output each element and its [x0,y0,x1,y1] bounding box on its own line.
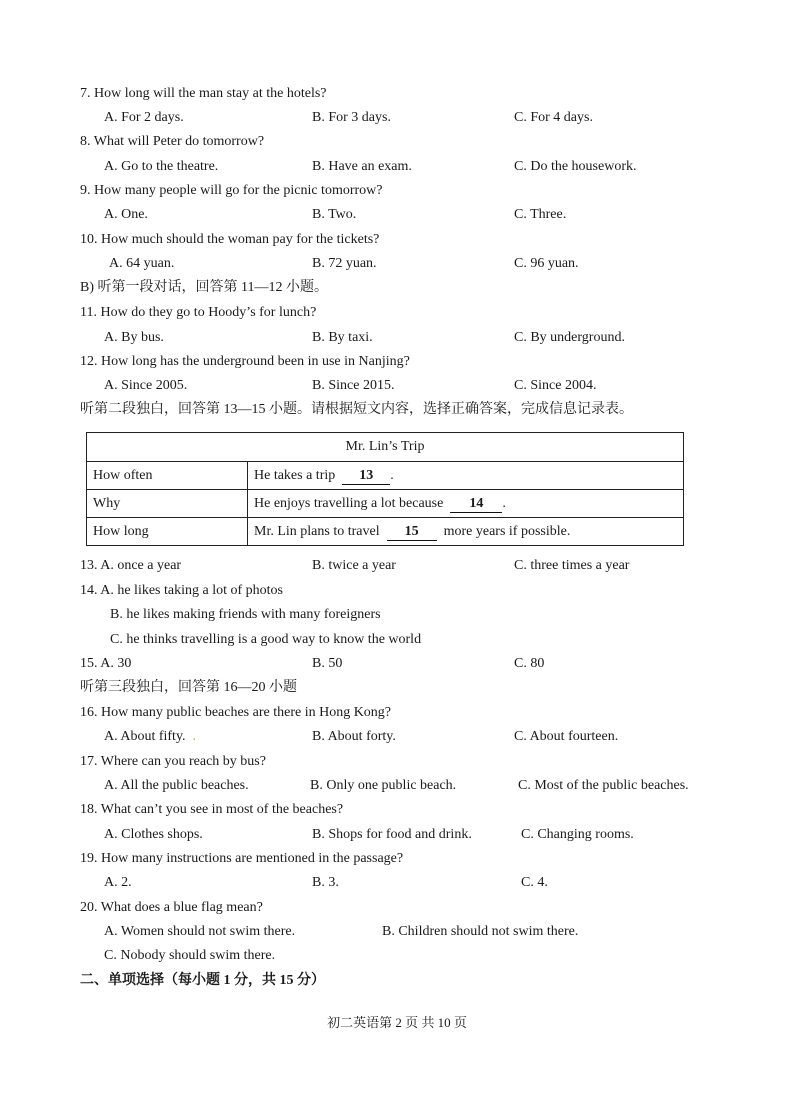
option-c: C. Changing rooms. [521,827,634,842]
option-b: B. Since 2015. [312,378,395,393]
part-2-title: 二、单项选择（每小题 1 分，共 15 分） [80,973,325,988]
table-row [87,461,683,489]
option-b: B. 72 yuan. [312,256,377,271]
option-a: A. 64 yuan. [109,256,175,271]
row-label: How long [87,518,248,546]
question-options [0,157,794,177]
question-option: 14. A. he likes taking a lot of photos [80,583,283,598]
question-stem: 8. What will Peter do tomorrow? [80,134,265,149]
option-b: B. Shops for food and drink. [312,827,472,842]
question-stem: 20. What does a blue flag mean? [80,900,263,915]
blank-13: 13 [342,468,390,485]
row-label: Why [87,490,248,518]
option-a: A. Women should not swim there. [104,924,296,939]
option-b: B. By taxi. [312,330,373,345]
option-c: C. Nobody should swim there. [104,948,276,963]
option-b: B. About forty. [312,729,396,744]
question-options [0,328,794,348]
table-row [87,517,683,545]
option-c: C. three times a year [514,558,630,573]
info-record-table [86,432,684,546]
option-b: B. Children should not swim there. [382,924,579,939]
option-b: B. Two. [312,207,357,222]
section-b-title: B) 听第一段对话，回答第 11—12 小题。 [80,280,328,295]
table-row [87,489,683,517]
question-stem: 7. How long will the man stay at the hotels? [80,86,327,101]
option-a: A. Go to the theatre. [104,159,219,174]
option-b: B. Have an exam. [312,159,412,174]
question-options [0,727,794,747]
option-c: C. 4. [521,875,548,890]
question-options [0,254,794,274]
page-footer: 初二英语第 2 页 共 10 页 [327,1015,467,1030]
option-b: B. twice a year [312,558,396,573]
monologue-2-title: 听第二段独白，回答第 13—15 小题。请根据短文内容，选择正确答案，完成信息记录表。 [80,402,633,417]
question-options [0,825,794,845]
option-b: B. 3. [312,875,339,890]
stray-mark: . [185,729,197,744]
monologue-3-title: 听第三段独白，回答第 16—20 小题 [80,680,297,695]
question-options [0,873,794,893]
question-options [0,376,794,396]
question-stem: 19. How many instructions are mentioned in the passage? [80,851,404,866]
question-option: B. he likes making friends with many foreigners [110,607,381,622]
option-c: C. For 4 days. [514,110,593,125]
question-stem: 9. How many people will go for the picnic tomorrow? [80,183,383,198]
option-c: C. About fourteen. [514,729,619,744]
question-stem: 11. How do they go to Hoody’s for lunch? [80,305,317,320]
option-c: C. 96 yuan. [514,256,579,271]
question-options [0,205,794,225]
option-a: A. For 2 days. [104,110,184,125]
option-a: A. Since 2005. [104,378,188,393]
option-b: B. Only one public beach. [310,778,457,793]
question-options [0,556,794,576]
question-option: C. he thinks travelling is a good way to know the world [110,632,422,647]
option-c: C. 80 [514,656,545,671]
question-options [0,946,794,966]
option-a: A. About fifty. . [104,729,197,744]
row-content: Mr. Lin plans to travel 15 more years if possible. [254,524,571,539]
question-stem: 18. What can’t you see in most of the beaches? [80,802,344,817]
option-c: C. Since 2004. [514,378,597,393]
option-a: 15. A. 30 [80,656,132,671]
question-options [0,776,794,796]
option-c: C. Do the housework. [514,159,637,174]
question-options [0,654,794,674]
option-c: C. Three. [514,207,567,222]
option-a: A. All the public beaches. [104,778,249,793]
question-options [0,922,794,942]
option-c: C. By underground. [514,330,625,345]
blank-14: 14 [450,496,502,513]
table-title: Mr. Lin’s Trip [345,439,425,454]
question-stem: 10. How much should the woman pay for the tickets? [80,232,380,247]
option-a: A. Clothes shops. [104,827,203,842]
question-stem: 17. Where can you reach by bus? [80,754,266,769]
row-label: How often [87,462,248,490]
row-content: He enjoys travelling a lot because 14 . [254,496,506,511]
option-c: C. Most of the public beaches. [518,778,689,793]
blank-15: 15 [387,524,437,541]
question-stem: 16. How many public beaches are there in Hong Kong? [80,705,392,720]
option-b: B. For 3 days. [312,110,391,125]
row-content: He takes a trip 13 . [254,468,394,483]
question-stem: 12. How long has the underground been in use in Nanjing? [80,354,410,369]
option-b: B. 50 [312,656,343,671]
option-a: A. 2. [104,875,132,890]
option-a: A. By bus. [104,330,164,345]
option-a: A. One. [104,207,148,222]
question-options [0,108,794,128]
option-a: 13. A. once a year [80,558,182,573]
